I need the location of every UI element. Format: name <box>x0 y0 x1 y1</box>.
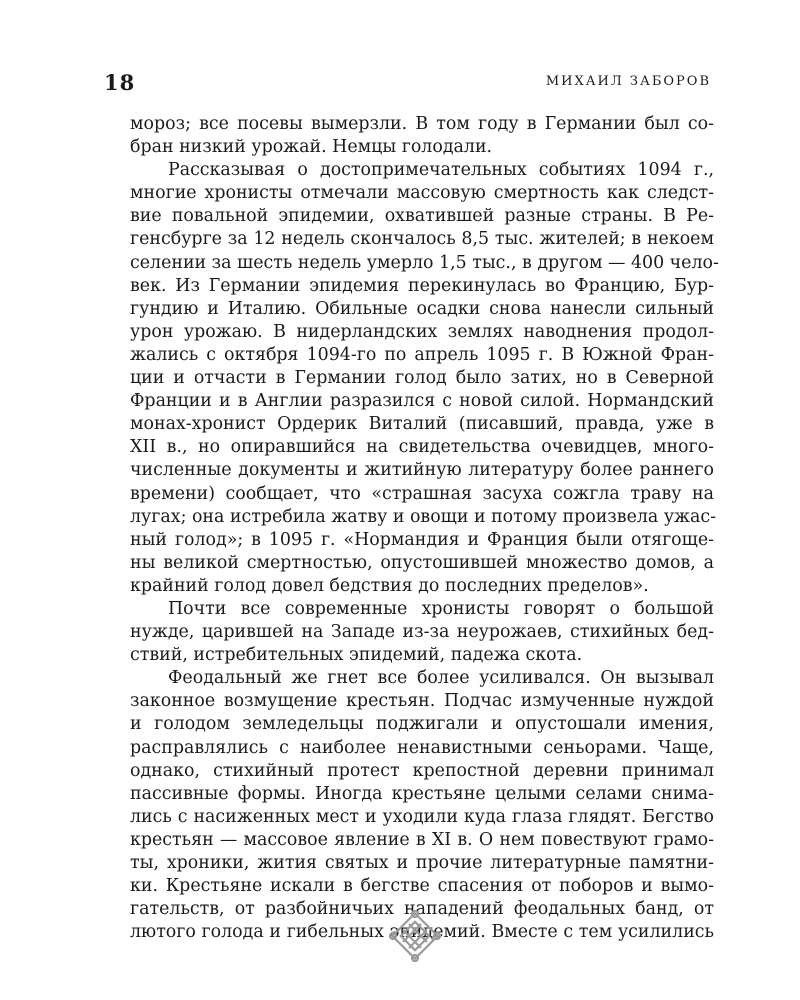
text-line: Почти все современные хронисты говорят о большой <box>168 598 714 619</box>
text-line: гундию и Италию. Обильные осадки снова нанесли сильный <box>130 298 714 319</box>
text-line: однако, стихийный протест крепостной деревни принимал <box>130 760 714 781</box>
text-line: мороз; все посевы вымерзли. В том году в Германии был со- <box>130 114 714 134</box>
running-head: МИХАИЛ ЗАБОРОВ <box>545 74 711 89</box>
text-line: бран низкий урожай. Немцы голодали. <box>130 137 493 158</box>
text-line: крайний голод довел бедствия до последних пределов». <box>130 575 649 596</box>
text-line: XII в., но опиравшийся на свидетельства очевидцев, много- <box>130 437 714 458</box>
text-line: численные документы и житийную литературу более раннего <box>130 460 714 481</box>
text-line: законное возмущение крестьян. Подчас измученные нуждой <box>130 691 714 712</box>
body-text <box>130 113 719 944</box>
text-line: монах-хронист Ордерик Виталий (писавший, правда, уже в <box>130 414 714 435</box>
text-line: урон урожаю. В нидерландских землях наводнения продол- <box>130 321 714 342</box>
text-line: и голодом земледельцы поджигали и опустошали имения, <box>130 714 714 735</box>
text-line: ный голод»; в 1095 г. «Нормандия и Франция были отягоще- <box>130 529 714 550</box>
text-line: ции и отчасти в Германии голод было затих, но в Северной <box>130 368 714 389</box>
text-line: ствий, истребительных эпидемий, падежа скота. <box>130 645 583 666</box>
text-line: ны великой смертностью, опустошившей множество домов, а <box>130 552 714 573</box>
text-line: лютого голода и гибельных эпидемий. Вместе с тем усилились <box>130 922 714 943</box>
text-line: селении за шесть недель умерло 1,5 тыс., в другом — 400 чело- <box>130 252 719 273</box>
text-line: вие повальной эпидемии, охватившей разные страны. В Ре- <box>130 206 714 227</box>
page-number: 18 <box>104 70 136 95</box>
text-line: многие хронисты отмечали массовую смертность как следст- <box>130 183 714 204</box>
text-line: Рассказывая о достопримечательных событиях 1094 г., <box>168 160 714 181</box>
text-line: век. Из Германии эпидемия перекинулась во Францию, Бур- <box>130 275 714 296</box>
text-line: ки. Крестьяне искали в бегстве спасения от поборов и вымо- <box>130 876 714 897</box>
text-line: гательств, от разбойничьих нападений феодальных банд, от <box>130 899 714 920</box>
text-line: времени) сообщает, что «страшная засуха сожгла траву на <box>130 483 714 504</box>
text-line: пассивные формы. Иногда крестьяне целыми селами снима- <box>130 783 714 804</box>
endless-knot-icon <box>389 910 441 962</box>
text-line: Феодальный же гнет все более усиливался. Он вызывал <box>168 668 714 689</box>
text-line: лись с насиженных мест и уходили куда глаза глядят. Бегство <box>130 806 714 827</box>
text-line: лугах; она истребила жатву и овощи и потому произвела ужас- <box>130 506 717 527</box>
text-line: расправлялись с наиболее ненавистными сеньорами. Чаще, <box>130 737 714 758</box>
text-line: генсбурге за 12 недель скончалось 8,5 тыс. жителей; в некоем <box>130 229 714 250</box>
text-line: Франции и в Англии разразился с новой силой. Нормандский <box>130 391 714 412</box>
text-line: крестьян — массовое явление в XI в. О нем повествуют грамо- <box>130 829 714 850</box>
text-line: жались с октября 1094-го по апрель 1095 г. В Южной Фран- <box>130 344 714 365</box>
text-line: ты, хроники, жития святых и прочие литературные памятни- <box>130 853 714 873</box>
text-line: нужде, царившей на Западе из-за неурожаев, стихийных бед- <box>130 622 714 643</box>
